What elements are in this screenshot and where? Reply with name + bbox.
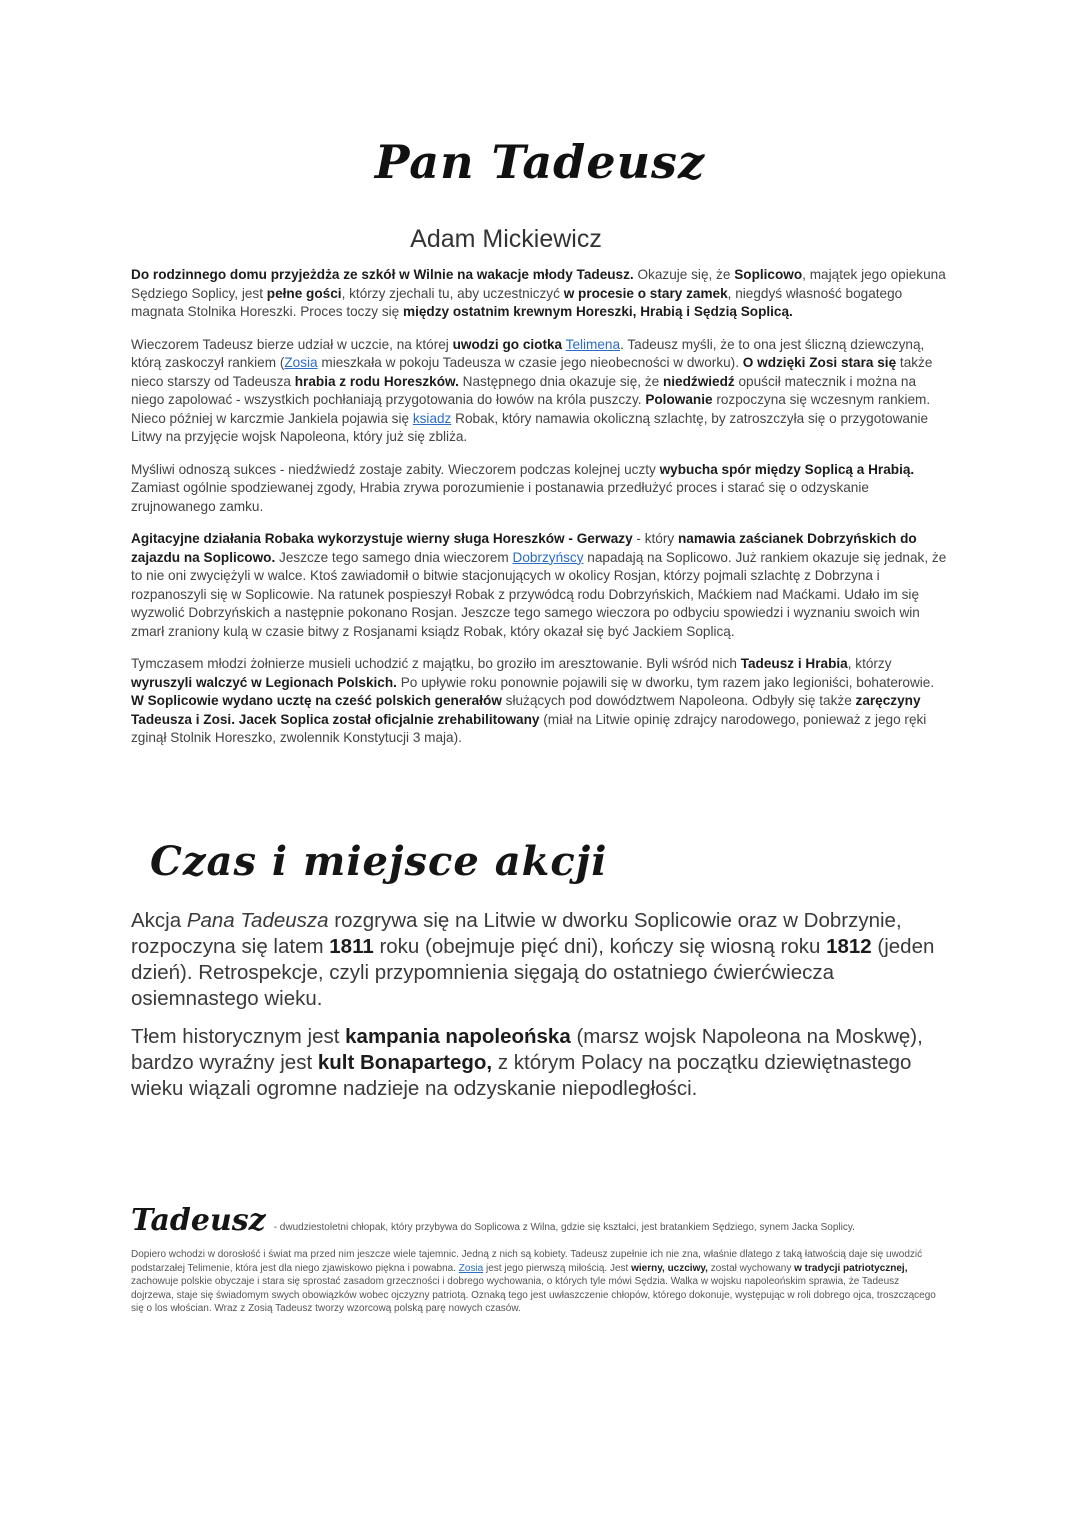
summary-paragraph-3 <box>131 461 949 517</box>
text: - który <box>632 531 678 546</box>
text: Po upływie roku ponownie pojawili się w dworku, tym razem jako legioniści, bohaterowie. <box>396 674 935 690</box>
author-name: Adam Mickiewicz <box>410 225 602 253</box>
bold-text: niedźwiedź <box>662 373 735 389</box>
bold-text: 1812 <box>826 935 872 958</box>
text: (jeden dzień). Retrospekcje, czyli przypomnienia sięgają do ostatniego ćwierćwiecza osiemnastego wieku. <box>131 935 935 1010</box>
page-title: Pan Tadeusz <box>374 135 706 189</box>
text: napadają na Soplicowo. Już rankiem okazuje się jednak, że to nie oni zwyciężyli w walce. Ktoś zawiadomił o bitwie stacjonujących w okolicy Rosjan, którzy pojmali szlachtę z Dobrzyna i rozpanoszyli się w Soplicowie. Na ratunek pospieszył Robak z przywódcą rodu Dobrzyńskich, Maćkiem nad Maćkami. Udało im się wyzwolić Dobrzyńskich a następnie pokonano Rosjan. Jeszcze tego samego wieczora po odbyciu spowiedzi i wyznaniu swoich win zmarł zraniony kulą w czasie bitwy z Rosjanami ksiądz Robak, który okazał się być Jackiem Soplicą. <box>131 549 947 639</box>
text: zachowuje polskie obyczaje i stara się sprostać zasadom grzeczności i dobrego wychowania, o których tyle mówi Sędzia. Walka w wojsku napoleońskim sprawia, że Tadeusz dojrzewa, staje się świadomym swych obowiązków wobec ojczyzny patriotą. Oznaką tego jest uwłaszczenie chłopów, którego dokonuje, występując w roli dobrego ojca, troszczącego się o los włościan. Wraz z Zosią Tadeusz tworzy wzorcową polską parę nowych czasów. <box>131 1276 936 1315</box>
text: , którzy <box>847 656 892 671</box>
bold-text: kult Bonapartego, <box>317 1051 493 1074</box>
text: , majątek jego opiekuna Sędziego Soplicy, jest <box>131 267 946 301</box>
bold-text: namawia zaścianek Dobrzyńskich do zajazdu na Soplicowo. <box>131 531 917 565</box>
bold-text: Agitacyjne działania Robaka wykorzystuje wierny sługa Horeszków - Gerwazy <box>131 531 633 546</box>
bold-text: Do rodzinnego domu przyjeżdża ze szkół w Wilnie na wakacje młody Tadeusz. <box>131 267 634 282</box>
text: Tymczasem młodzi żołnierze musieli uchodzić z majątku, bo groziło im aresztowanie. Byli wśród nich <box>131 656 741 671</box>
text: mieszkała w pokoju Tadeusza w czasie jego nieobecności w dworku). <box>317 355 743 370</box>
text: rozpoczyna się wczesnym rankiem. Nieco później w karczmie Jankiela pojawia się <box>131 392 931 426</box>
text: Robak, który namawia okoliczną szlachtę, by zatroszczyła się o przygotowanie Litwy na przyjęcie wojsk Napoleona, który już się zbliża. <box>131 410 929 444</box>
summary-paragraph-5 <box>131 655 949 748</box>
text: Zamiast ogólnie spodziewanej zgody, Hrabia zrywa porozumienie i postanawia przedłużyć proces i starać się o odzyskanie zrujnowanego zamku. <box>131 480 869 514</box>
bold-text: Tadeusz i Hrabia <box>740 656 848 671</box>
character-description <box>131 1248 941 1316</box>
text: , którzy zjechali tu, aby uczestniczyć <box>341 285 564 301</box>
section-heading-setting: Czas i miejsce akcji <box>150 838 608 885</box>
link-ksiadz[interactable]: ksiadz <box>412 410 452 426</box>
summary-paragraph-2 <box>131 336 949 447</box>
text: z którym Polacy na początku dziewiętnastego wieku wiązali ogromne nadzieje na odzyskanie niepodległości. <box>131 1051 912 1100</box>
link-telimena[interactable]: Telimena <box>565 336 621 352</box>
text: Dopiero wchodzi w dorosłość i świat ma przed nim jeszcze wiele tajemnic. Jedną z nich są kobiety. Tadeusz zupełnie ich nie zna, właśnie dlatego z taką łatwością daje się uwodzić podstarzałej Telimenie, która jest dla niego zjawiskowo piękna i powabna. <box>131 1249 923 1274</box>
text: Akcja <box>131 909 187 932</box>
link-zosia[interactable]: Zosia <box>458 1262 484 1274</box>
character-header <box>131 1203 941 1238</box>
setting-paragraph-2 <box>131 1024 961 1102</box>
text: Wieczorem Tadeusz bierze udział w uczcie, na której <box>131 336 453 352</box>
summary-paragraph-1 <box>131 266 949 322</box>
text: opuścił matecznik i można na niego zapolować - wszystkich pochłaniają przygotowania do łowów na króla puszczy. <box>131 373 917 407</box>
text: , niegdyś własność bogatego magnata Stolnika Horeszki. Proces toczy się <box>131 285 903 319</box>
bold-text: pełne gości <box>266 285 342 301</box>
bold-text: wybucha spór między Soplicą a Hrabią. <box>659 461 915 477</box>
bold-text: w tradycji patriotycznej, <box>794 1262 908 1274</box>
setting-paragraph-1 <box>131 908 961 1012</box>
text: (marsz wojsk Napoleona na Moskwę), bardzo wyraźny jest <box>131 1025 923 1074</box>
summary-paragraph-4 <box>131 530 949 641</box>
bold-text: wyruszyli walczyć w Legionach Polskich. <box>131 674 397 690</box>
text: jest jego pierwszą miłością. Jest <box>483 1262 632 1274</box>
link-dobrzynscy[interactable]: Dobrzyńscy <box>512 549 584 565</box>
character-intro: - dwudziestoletni chłopak, który przybywa do Soplicowa z Wilna, gdzie się kształci, jest bratankiem Sędziego, synem Jacka Soplicy. <box>273 1222 855 1233</box>
bold-text: Polowanie <box>645 392 713 407</box>
bold-text: w procesie o stary zamek <box>563 285 728 301</box>
bold-text: hrabia z rodu Horeszków. <box>294 373 459 389</box>
text: Okazuje się, że <box>633 267 735 282</box>
text: Jeszcze tego samego dnia wieczorem <box>275 549 513 565</box>
text: . Tadeusz myśli, że to ona jest śliczną dziewczyną, którą zaskoczył rankiem ( <box>131 336 925 370</box>
text: został wychowany <box>707 1262 795 1274</box>
bold-text: uwodzi go ciotka <box>452 336 563 352</box>
character-section <box>131 1203 941 1316</box>
setting-section <box>131 908 961 1114</box>
text: Myśliwi odnoszą sukces - niedźwiedź zostaje zabity. Wieczorem podczas kolejnej uczty <box>131 461 660 477</box>
plot-summary <box>131 266 949 762</box>
text: Następnego dnia okazuje się, że <box>458 373 663 389</box>
text: także nieco starszy od Tadeusza <box>131 355 933 389</box>
link-zosia[interactable]: Zosia <box>284 355 318 370</box>
bold-text: W Soplicowie wydano ucztę na cześć polskich generałów <box>131 693 502 708</box>
bold-text: między ostatnim krewnym Horeszki, Hrabią i Sędzią Soplicą. <box>403 304 793 319</box>
bold-text: 1811 <box>329 935 374 958</box>
bold-text: kampania napoleońska <box>345 1025 571 1048</box>
bold-text: zaręczyny Tadeusza i Zosi. Jacek Soplica został oficjalnie zrehabilitowany <box>131 693 921 727</box>
text: służących pod dowództwem Napoleona. Odbyły się także <box>501 693 856 708</box>
bold-text: Soplicowo <box>734 267 803 282</box>
text: rozgrywa się na Litwie w dworku Soplicowie oraz w Dobrzynie, rozpoczyna się latem <box>131 909 902 958</box>
bold-text: O wdzięki Zosi stara się <box>742 355 897 370</box>
bold-text: wierny, uczciwy, <box>631 1262 708 1274</box>
italic-text: Pana Tadeusza <box>186 909 329 932</box>
text: Tłem historycznym jest <box>131 1025 346 1048</box>
text: roku (obejmuje pięć dni), kończy się wiosną roku <box>373 935 827 958</box>
text: (miał na Litwie opinię zdrajcy narodowego, ponieważ z jego ręki zginął Stolnik Horeszko, zwolennik Konstytucji 3 maja). <box>131 711 927 745</box>
character-name: Tadeusz <box>131 1203 266 1238</box>
